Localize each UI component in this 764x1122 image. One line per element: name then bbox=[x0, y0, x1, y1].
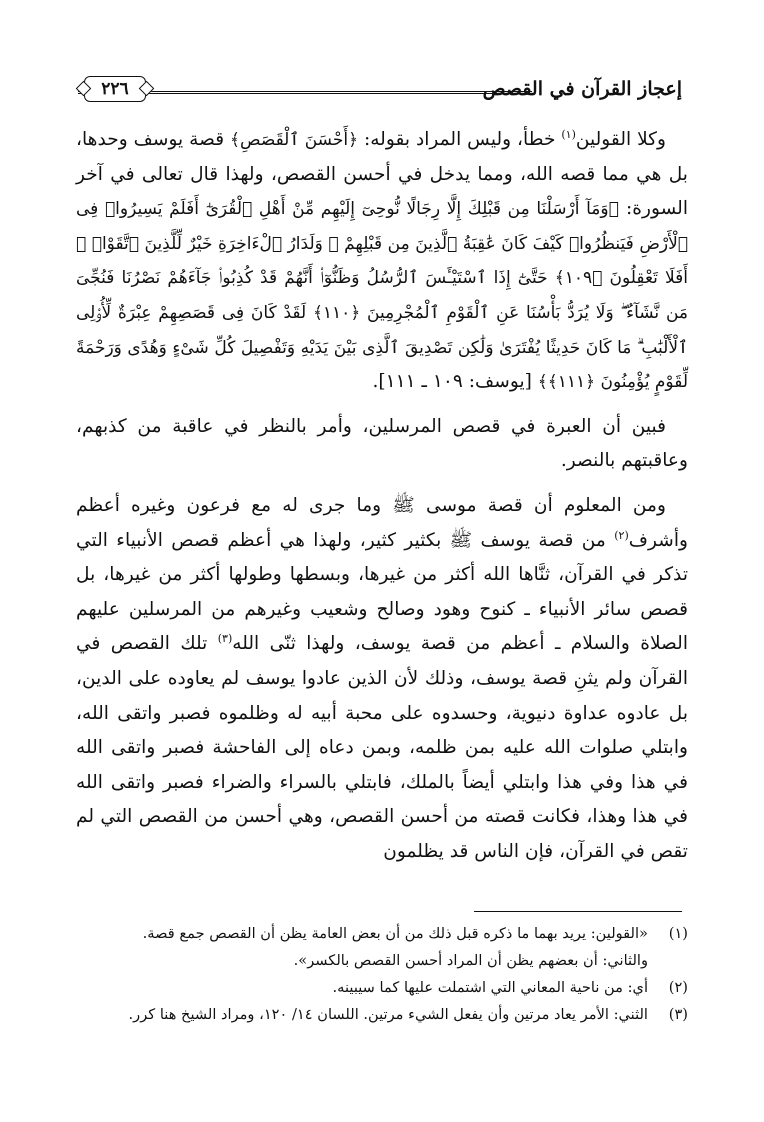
page-number: ٢٢٦ bbox=[84, 76, 146, 102]
citation: [يوسف: ١٠٩ ـ ١١١]. bbox=[372, 371, 538, 393]
text-run: من قصة يوسف ﷺ بكثير كثير، ولهذا هي أعظم قصص الأنبياء التي تذكر في القرآن، ثنَّاها الله أكثر من غيرها، وبسطها وطولها أكثر من غيرها، بل قصص سائر الأنبياء ـ كنوح وهود وصالح وشعيب وغيرهم من المرسلين عليهم الصلاة والسلام ـ أعظم من قصة يوسف، ولهذا ثنّى الله bbox=[76, 529, 688, 655]
footnote-number: (٢) bbox=[668, 979, 688, 996]
footnotes bbox=[76, 922, 688, 1030]
footnote-separator bbox=[474, 911, 682, 912]
paragraph-3 bbox=[76, 489, 688, 870]
footnote-text: «القولين: يريد بهما ما ذكره قبل ذلك من أن بعض العامة يظن أن القصص جمع قصة. bbox=[142, 925, 648, 942]
footnote-1 bbox=[76, 922, 688, 946]
footnote-text: أي: من ناحية المعاني التي اشتملت عليها كما سيبينه. bbox=[332, 979, 648, 996]
text-run: قصة يوسف وحدها، بل هي مما قصه الله، ومما يدخل في أحسن القصص، ولهذا قال تعالى في آخر السورة: bbox=[76, 129, 688, 220]
paragraph-2: فبين أن العبرة في قصص المرسلين، وأمر بالنظر في عاقبة من كذبهم، وعاقبتهم بالنصر. bbox=[76, 415, 688, 472]
footnote-number: (١) bbox=[668, 925, 688, 942]
main-text bbox=[76, 123, 688, 879]
footnote-1-continued: والثاني: أن بعضهم يظن أن المراد أحسن القصص بالكسر». bbox=[293, 952, 648, 969]
text-run: وكلا القولين bbox=[575, 129, 666, 150]
footnote-3 bbox=[76, 1003, 688, 1027]
header-title: إعجاز القرآن في القصص bbox=[482, 78, 682, 100]
quran-quote-yusuf-109-111: ﴿وَمَآ أَرْسَلْنَا مِن قَبْلِكَ إِلَّا رِجَالًا نُّوحِىٓ إِلَيْهِم مِّنْ أَهْلِ ٱلْقُرَىٰٓ أَفَلَمْ يَسِيرُوا۟ فِى ٱلْأَرْضِ فَيَنظُرُوا۟ كَيْفَ كَانَ عَٰقِبَةُ ٱلَّذِينَ مِن قَبْلِهِمْ ۗ وَلَدَارُ ٱلْءَاخِرَةِ خَيْرٌ لِّلَّذِينَ ٱتَّقَوْا۟ ۗ أَفَلَا تَعْقِلُونَ ﴿١٠٩﴾ حَتَّىٰٓ إِذَا ٱسْتَيْـَٔسَ ٱلرُّسُلُ وَظَنُّوٓا۟ أَنَّهُمْ قَدْ كُذِبُوا۟ جَآءَهُمْ نَصْرُنَا فَنُجِّىَ مَن نَّشَآءُ ۖ وَلَا يُرَدُّ بَأْسُنَا عَنِ ٱلْقَوْمِ ٱلْمُجْرِمِينَ ﴿١١٠﴾ لَقَدْ كَانَ فِى قَصَصِهِمْ عِبْرَةٌ لِّأُو۟لِى ٱلْأَلْبَٰبِ ۗ مَا كَانَ حَدِيثًا يُفْتَرَىٰ وَلَٰكِن تَصْدِيقَ ٱلَّذِى بَيْنَ يَدَيْهِ وَتَفْصِيلَ كُلِّ شَىْءٍ وَهُدًى وَرَحْمَةً لِّقَوْمٍ يُؤْمِنُونَ ﴿١١١﴾﴾ bbox=[76, 199, 689, 393]
footnote-number: (٣) bbox=[668, 1006, 688, 1023]
text-run: ومن المعلوم أن قصة موسى ﷺ وما جرى له مع فرعون وغيره أعظم وأشرف bbox=[76, 494, 688, 551]
text-run: خطأ، وليس المراد بقوله: bbox=[358, 129, 562, 150]
footnote-2 bbox=[76, 976, 688, 1000]
footnote-ref-2[interactable]: (٢) bbox=[614, 528, 629, 542]
footnote-ref-3[interactable]: (٣) bbox=[217, 632, 233, 646]
running-header bbox=[78, 76, 682, 102]
quran-quote-short: ﴿أَحْسَنَ ٱلْقَصَصِ﴾ bbox=[230, 130, 359, 150]
paragraph-1 bbox=[76, 123, 688, 400]
footnote-ref-1[interactable]: (١) bbox=[561, 127, 576, 141]
footnote-text: الثني: الأمر يعاد مرتين وأن يفعل الشيء مرتين. اللسان ١٤/ ١٢٠، ومراد الشيخ هنا كرر. bbox=[128, 1006, 648, 1023]
text-run: تلك القصص في القرآن ولم يثنِ قصة يوسف، وذلك لأن الذين عادوا يوسف لم يعاوده على الدين، بل عادوه عداوة دنيوية، وحسدوه على محبة أبيه له وظلموه فصبر واتقى الله، وابتلي صلوات الله عليه بمن ظلمه، وبمن دعاه إلى الفاحشة فصبر واتقى الله في هذا وفي هذا وابتلي أيضاً بالملك، فابتلي بالسراء والضراء فصبر واتقى الله في هذا وهذا، فكانت قصته من أحسن القصص، وهي أحسن من القصص التي لم تقص في القرآن، فإن الناس قد يظلمون bbox=[76, 633, 688, 862]
